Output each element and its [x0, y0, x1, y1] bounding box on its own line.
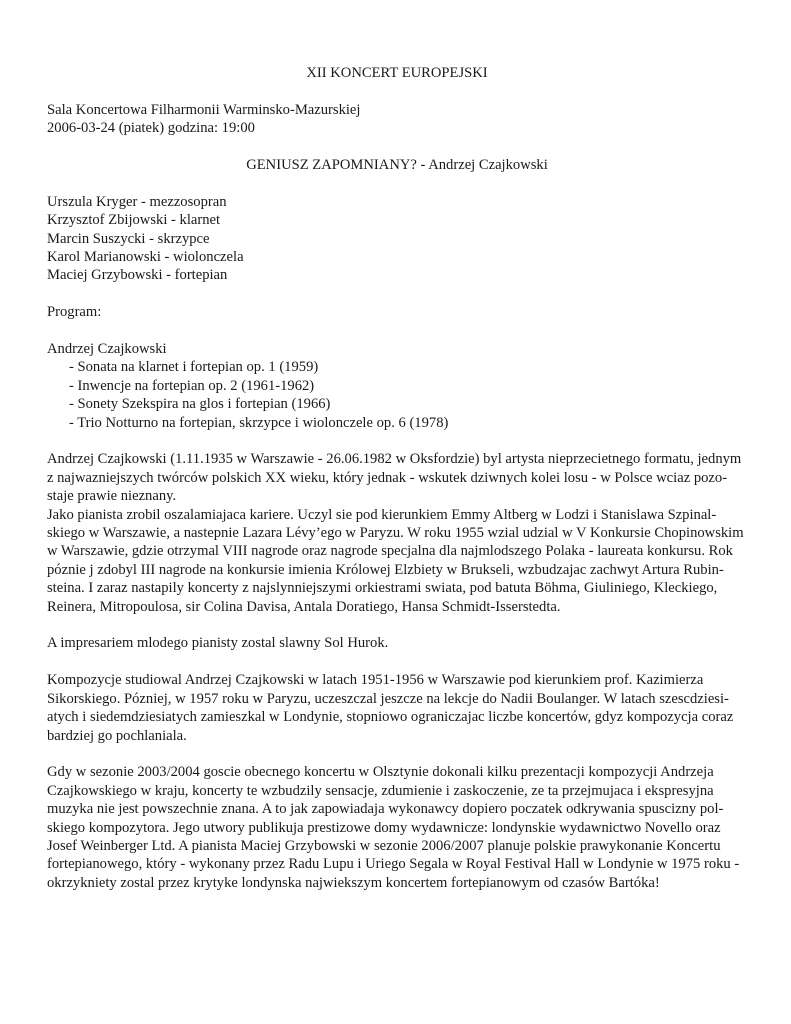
performer-item: Urszula Kryger - mezzosopran	[47, 193, 227, 210]
performer-item: Krzysztof Zbijowski - klarnet	[47, 212, 221, 229]
concert-subtitle: GENIUSZ ZAPOMNIANY? - Andrzej Czajkowski	[246, 157, 548, 173]
works-list	[47, 358, 747, 432]
composition-paragraph	[47, 671, 747, 745]
text-line: atych i siedemdziesiatych zamieszkal w Londynie, stopniowo ograniczajac liczbe koncertów, gdyz kompozycja coraz	[47, 709, 734, 726]
spacer	[47, 138, 747, 156]
performers-list	[47, 193, 747, 285]
spacer	[47, 616, 747, 634]
text-line: w Warszawie, gdzie otrzymal VIII nagrode oraz nagrode specjalna dla najmlodszego Polaka - laureata konkursu. Rok	[47, 543, 733, 560]
work-item: - Inwencje na fortepian op. 2 (1961-1962)	[69, 377, 315, 394]
composer-name: Andrzej Czajkowski	[47, 341, 167, 358]
spacer	[47, 322, 747, 340]
performer-item: Marcin Suszycki - skrzypce	[47, 230, 210, 247]
text-line: bardziej go pochlaniala.	[47, 727, 187, 744]
spacer	[47, 174, 747, 192]
spacer	[47, 432, 747, 450]
text-line: Josef Weinberger Ltd. A pianista Maciej Grzybowski w sezonie 2006/2007 planuje polskie prawykonanie Koncertu	[47, 837, 721, 854]
text-line: skiego w Warszawie, a nastepnie Lazara Lévy’ego w Paryzu. W roku 1955 wzial udzial w V Konkursie Chopinowskim	[47, 525, 744, 542]
text-line: póznie j zdobyl III nagrode na konkursie imienia Królowej Elzbiety w Brukseli, wzbudzajac zachwyt Artura Rubin-	[47, 561, 724, 578]
text-line: skiego kompozytora. Jego utwory publikuja prestizowe domy wydawnicze: londynskie wydawnictwo Novello oraz	[47, 819, 721, 836]
text-line: fortepianowego, który - wykonany przez Radu Lupu i Uriego Segala w Royal Festival Hall w Londynie w 1975 roku -	[47, 856, 740, 873]
text-line: Gdy w sezonie 2003/2004 goscie obecnego koncertu w Olsztynie dokonali kilku prezentacji kompozycji Andrzeja	[47, 764, 714, 781]
performer-item: Karol Marianowski - wiolonczela	[47, 249, 244, 266]
work-item: - Sonety Szekspira na glos i fortepian (1966)	[69, 396, 331, 413]
program-label: Program:	[47, 304, 102, 321]
text-line: muzyka nie jest powszechnie znana. A to jak zapowiadaja wykonawcy dopiero poczatek odkrywania spuscizny pol-	[47, 801, 724, 818]
text-line: Kompozycje studiowal Andrzej Czajkowski w latach 1951-1956 w Warszawie pod kierunkiem prof. Kazimierza	[47, 672, 704, 689]
text-line: steina. I zaraz nastapily koncerty z najslynniejszymi orkiestrami swiata, pod batuta Böhma, Giuliniego, Kleckiego,	[47, 580, 718, 597]
spacer	[47, 745, 747, 763]
text-line: okrzykniety zostal przez krytyke londynska najwiekszym koncertem fortepianowym od czasów Bartóka!	[47, 874, 660, 891]
spacer	[47, 653, 747, 671]
text-line: Jako pianista zrobil oszalamiajaca kariere. Uczyl sie pod kierunkiem Emmy Altberg w Lodzi i Stanislawa Szpinal-	[47, 506, 717, 523]
spacer	[47, 82, 747, 100]
text-line: z najwazniejszych twórców polskich XX wieku, który jednak - wskutek dziwnych kolei losu - w Polsce wciaz pozo-	[47, 469, 728, 486]
work-item: - Sonata na klarnet i fortepian op. 1 (1959)	[69, 359, 319, 376]
spacer	[47, 285, 747, 303]
text-line: Andrzej Czajkowski (1.11.1935 w Warszawie - 26.06.1982 w Oksfordzie) byl artysta nieprzecietnego formatu, jednym	[47, 451, 742, 468]
text-line: Sikorskiego. Pózniej, w 1957 roku w Paryzu, uczeszczal jeszcze na lekcje do Nadii Boulanger. W latach szescdziesi-	[47, 690, 729, 707]
document-page	[47, 64, 747, 892]
hurok-paragraph: A impresariem mlodego pianisty zostal slawny Sol Hurok.	[47, 635, 389, 652]
text-line: Czajkowskiego w kraju, koncerty te wzbudzily sensacje, zdumienie i zaskoczenie, ze ta przejmujaca i ekspresyjna	[47, 782, 714, 799]
document-title: XII KONCERT EUROPEJSKI	[306, 65, 488, 81]
text-line: staje prawie nieznany.	[47, 488, 177, 505]
biography-paragraph	[47, 450, 747, 616]
performer-item: Maciej Grzybowski - fortepian	[47, 267, 228, 284]
venue-line: Sala Koncertowa Filharmonii Warminsko-Mazurskiej	[47, 101, 361, 118]
text-line: Reinera, Mitropoulosa, sir Colina Davisa, Antala Doratiego, Hansa Schmidt-Isserstedta.	[47, 598, 561, 615]
season-paragraph	[47, 763, 747, 892]
date-line: 2006-03-24 (piatek) godzina: 19:00	[47, 120, 255, 137]
work-item: - Trio Notturno na fortepian, skrzypce i wiolonczele op. 6 (1978)	[69, 414, 449, 431]
